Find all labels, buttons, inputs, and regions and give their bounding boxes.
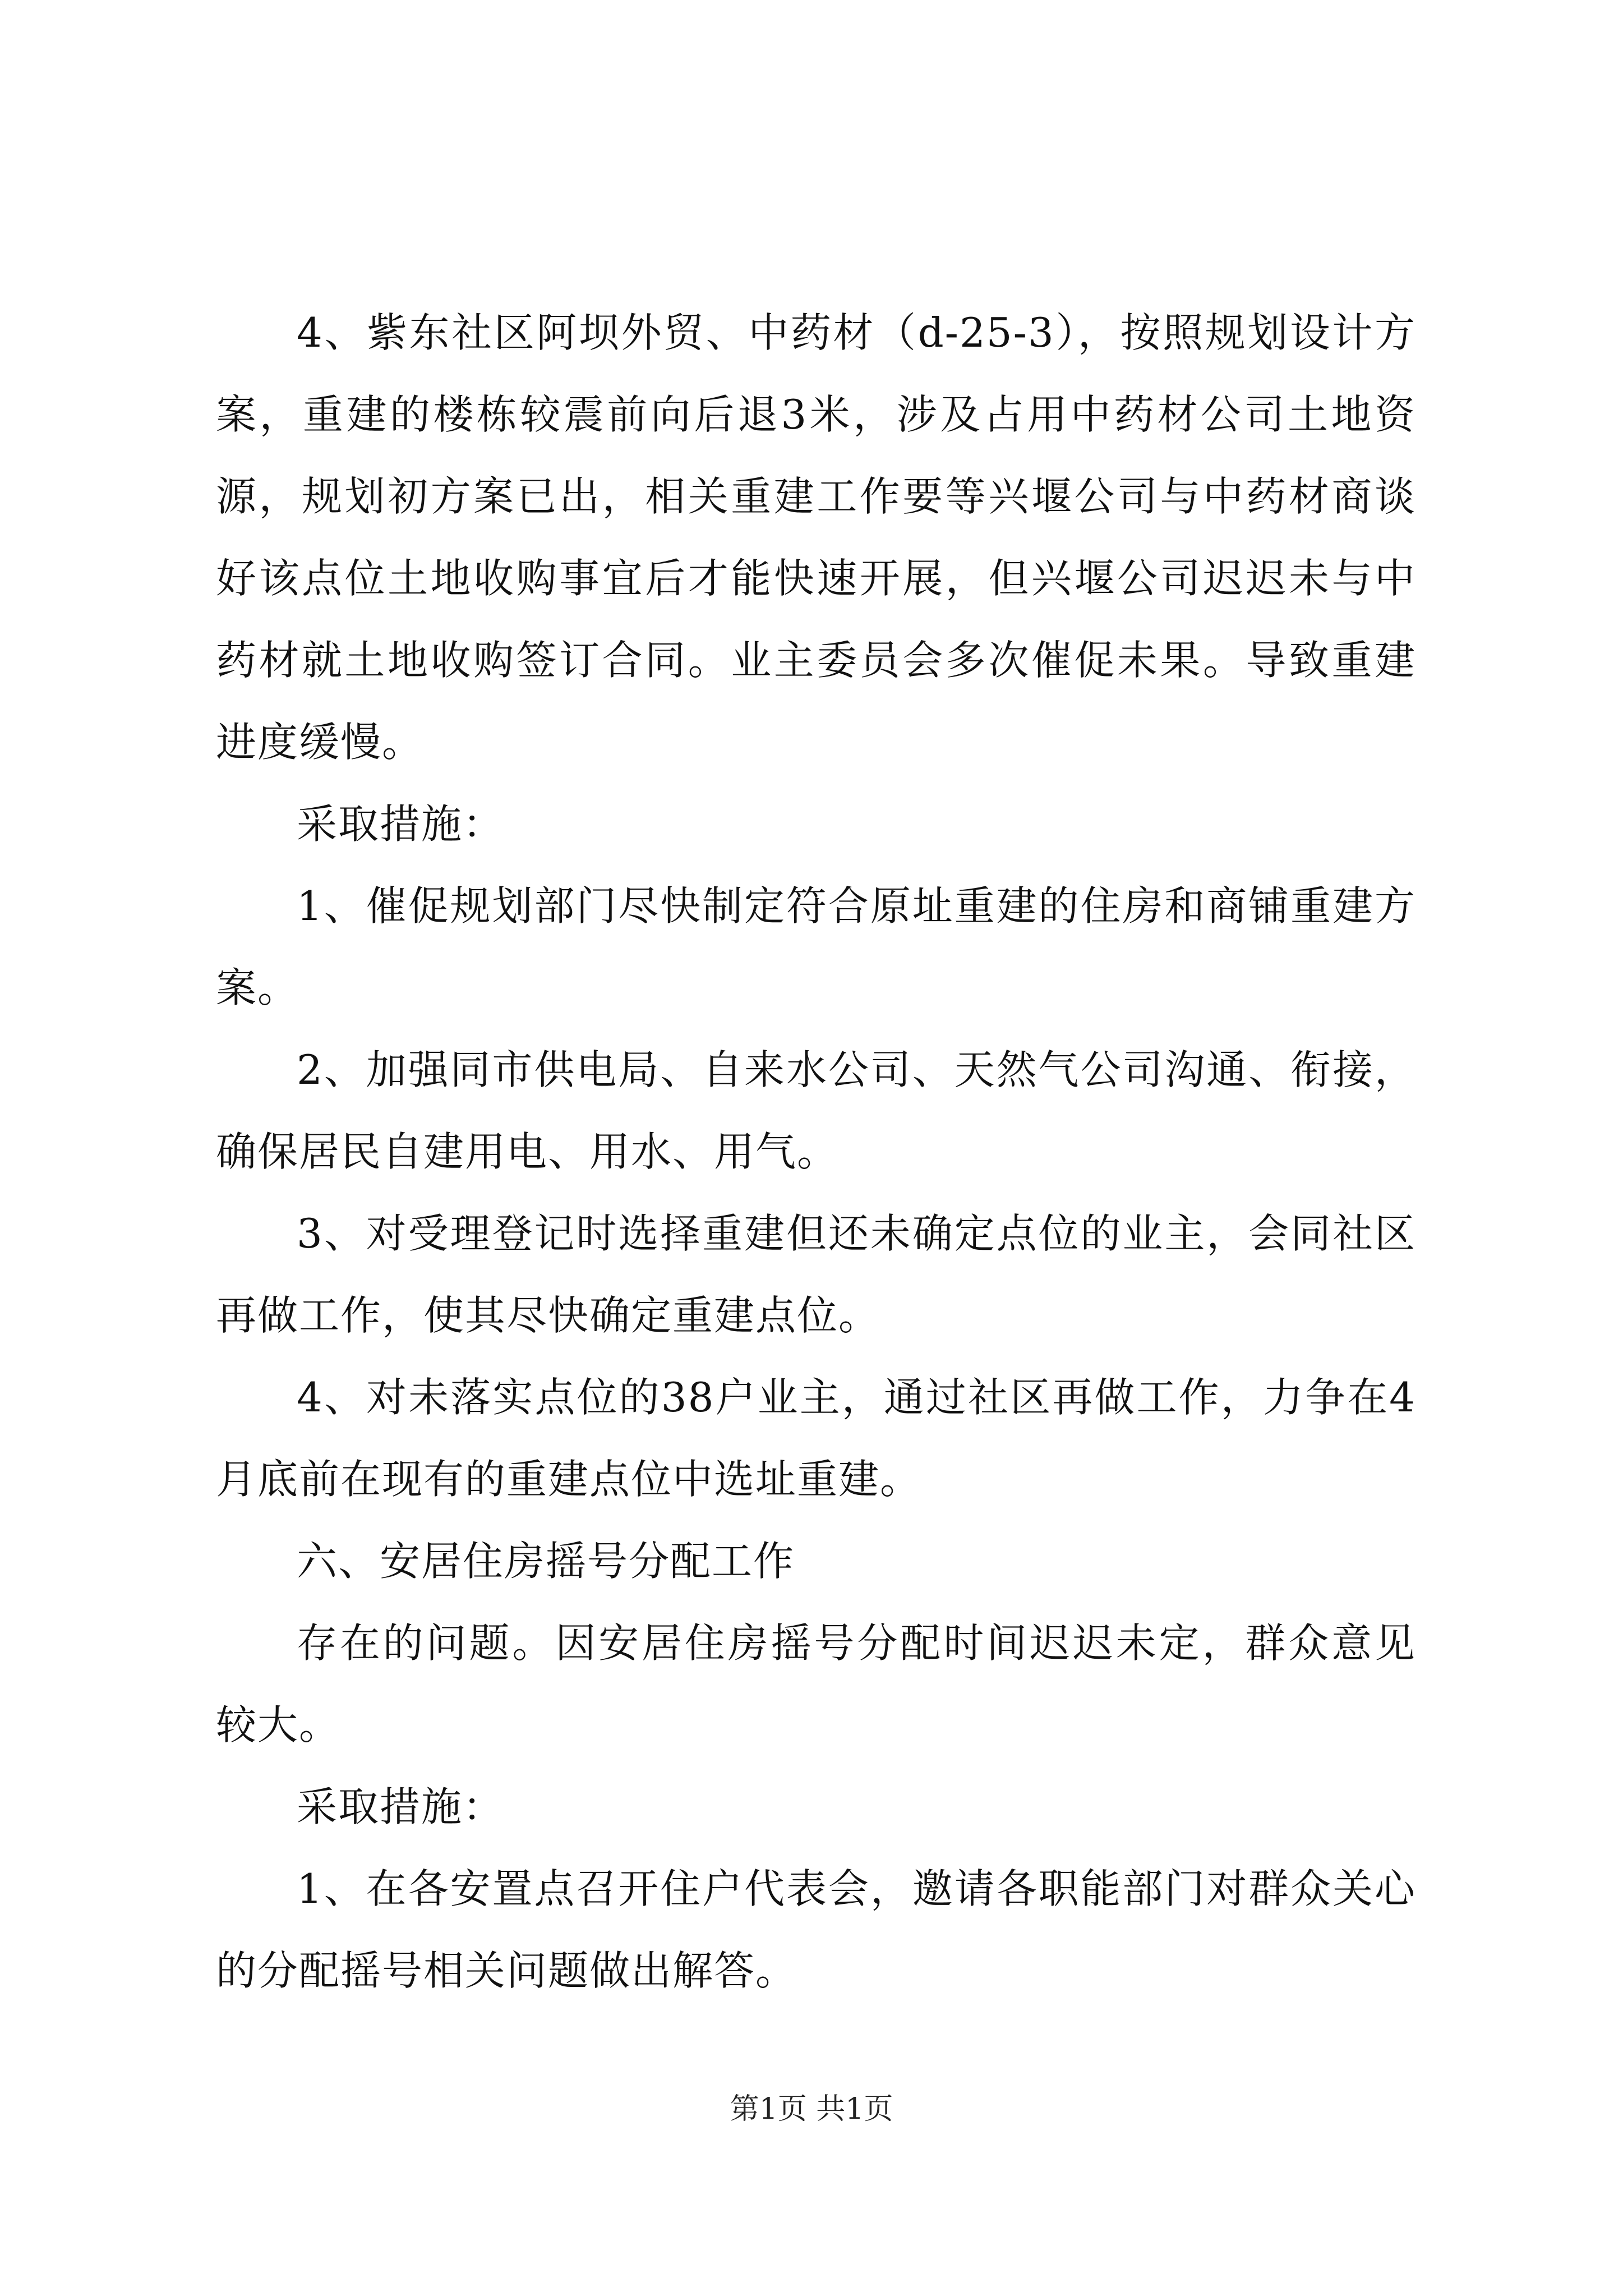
measure-item-2: 2、加强同市供电局、自来水公司、天然气公司沟通、衔接，确保居民自建用电、用水、用气。 [216, 1046, 1416, 1175]
measures-heading-2: 采取措施： [297, 1783, 505, 1830]
section-heading-six: 六、安居住房摇号分配工作 [297, 1538, 795, 1585]
page-footer: 第1页 共1页 [730, 2092, 893, 2126]
measures-heading: 采取措施： [297, 800, 505, 848]
paragraph-item-4-resettlement: 4、紫东社区阿坝外贸、中药材（d-25-3），按照规划设计方案，重建的楼栋较震前向后退3米，涉及占用中药材公司土地资源，规划初方案已出，相关重建工作要等兴堰公司与中药材商谈好该点位土地收购事宜后才能快速开展，但兴堰公司迟迟未与中药材就土地收购签订合同。业主委员会多次催促未果。导致重建进度缓慢。 [216, 309, 1416, 766]
measure-item-1-housing: 1、在各安置点召开住户代表会，邀请各职能部门对群众关心的分配摇号相关问题做出解答。 [216, 1865, 1416, 1994]
problem-statement: 存在的问题。因安居住房摇号分配时间迟迟未定，群众意见较大。 [216, 1619, 1416, 1749]
measure-item-4: 4、对未落实点位的38户业主，通过社区再做工作，力争在4月底前在现有的重建点位中选址重建。 [216, 1374, 1416, 1503]
measure-item-3: 3、对受理登记时选择重建但还未确定点位的业主，会同社区再做工作，使其尽快确定重建点位。 [216, 1210, 1416, 1339]
measure-item-1: 1、催促规划部门尽快制定符合原址重建的住房和商铺重建方案。 [216, 882, 1416, 1011]
document-body [216, 292, 1416, 2012]
